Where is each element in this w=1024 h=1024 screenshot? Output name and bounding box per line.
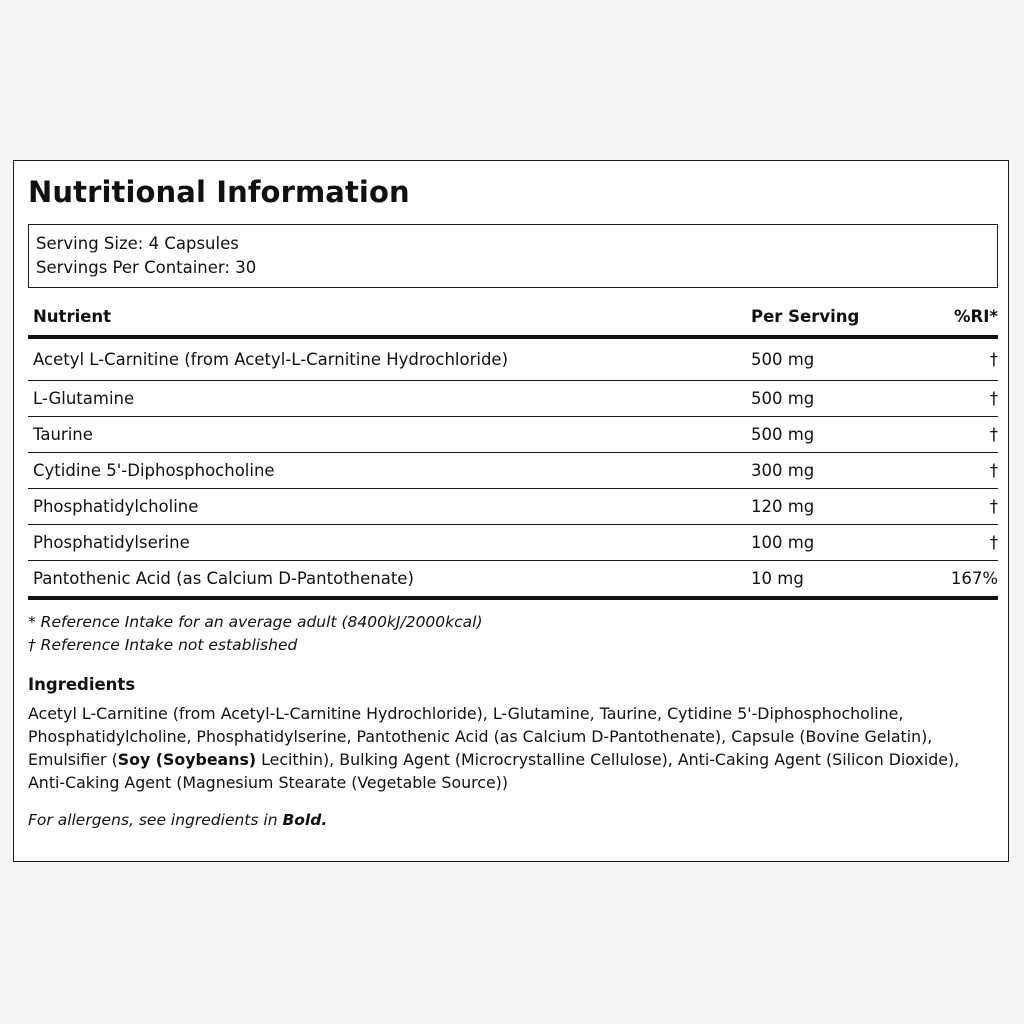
- ingredients-text: [28, 702, 996, 794]
- ri-cell: †: [989, 461, 998, 480]
- servings-per-container: Servings Per Container: 30: [36, 258, 257, 277]
- nutrition-table: [28, 297, 998, 600]
- table-row: [28, 381, 998, 417]
- nutrient-cell: Pantothenic Acid (as Calcium D-Pantothenate): [33, 569, 414, 588]
- ri-cell: †: [989, 497, 998, 516]
- allergen-note-bold: Bold.: [282, 811, 328, 829]
- amount-cell: 120 mg: [751, 497, 815, 516]
- nutrient-cell: Phosphatidylcholine: [33, 497, 199, 516]
- ri-cell: †: [989, 425, 998, 444]
- amount-cell: 500 mg: [751, 425, 815, 444]
- nutrient-cell: L-Glutamine: [33, 389, 135, 408]
- amount-cell: 500 mg: [751, 389, 815, 408]
- nutrition-panel: [13, 160, 1009, 862]
- ingredients-allergen: Soy (Soybeans): [117, 750, 257, 769]
- table-row: [28, 453, 998, 489]
- nutrient-cell: Phosphatidylserine: [33, 533, 190, 552]
- ri-cell: †: [989, 533, 998, 552]
- ingredients-text-before: Acetyl L-Carnitine (from Acetyl-L-Carnitine Hydrochloride), L-Glutamine, Taurine, Cytidine 5'-Diphosphocholine, Phosphatidylcholine, Phosphatidylserine, Pantothenic Acid (as Calcium D-Pantothenate), Capsule (Bovine Gelatin), Emulsifier (: [28, 704, 933, 769]
- table-header: [28, 297, 998, 339]
- table-row: [28, 339, 998, 381]
- serving-info-box: [28, 224, 998, 288]
- ri-cell: †: [989, 350, 998, 369]
- amount-cell: 100 mg: [751, 533, 815, 552]
- nutrient-cell: Acetyl L-Carnitine (from Acetyl-L-Carnitine Hydrochloride): [33, 350, 509, 369]
- header-ri: %RI*: [953, 306, 998, 326]
- table-row: [28, 525, 998, 561]
- ingredients-heading: Ingredients: [28, 675, 136, 694]
- header-nutrient: Nutrient: [33, 306, 112, 326]
- amount-cell: 500 mg: [751, 350, 815, 369]
- allergen-note: [28, 811, 327, 829]
- amount-cell: 10 mg: [751, 569, 804, 588]
- amount-cell: 300 mg: [751, 461, 815, 480]
- allergen-note-text: For allergens, see ingredients in: [28, 811, 283, 829]
- header-per-serving: Per Serving: [751, 306, 860, 326]
- table-row: [28, 489, 998, 525]
- serving-size: Serving Size: 4 Capsules: [36, 234, 239, 253]
- ingredients-text-after: Lecithin), Bulking Agent (Microcrystalline Cellulose), Anti-Caking Agent (Silicon Dioxide), Anti-Caking Agent (Magnesium Stearate (Vegetable Source)): [28, 750, 960, 792]
- footnote-reference-intake: * Reference Intake for an average adult (8400kJ/2000kcal): [28, 613, 483, 631]
- nutrient-cell: Taurine: [33, 425, 93, 444]
- ri-cell: 167%: [950, 569, 998, 588]
- nutrient-cell: Cytidine 5'-Diphosphocholine: [33, 461, 275, 480]
- page-title: Nutritional Information: [28, 175, 410, 209]
- ri-cell: †: [989, 389, 998, 408]
- footnotes: [28, 611, 483, 657]
- table-row: [28, 561, 998, 600]
- footnote-not-established: † Reference Intake not established: [28, 636, 298, 654]
- table-row: [28, 417, 998, 453]
